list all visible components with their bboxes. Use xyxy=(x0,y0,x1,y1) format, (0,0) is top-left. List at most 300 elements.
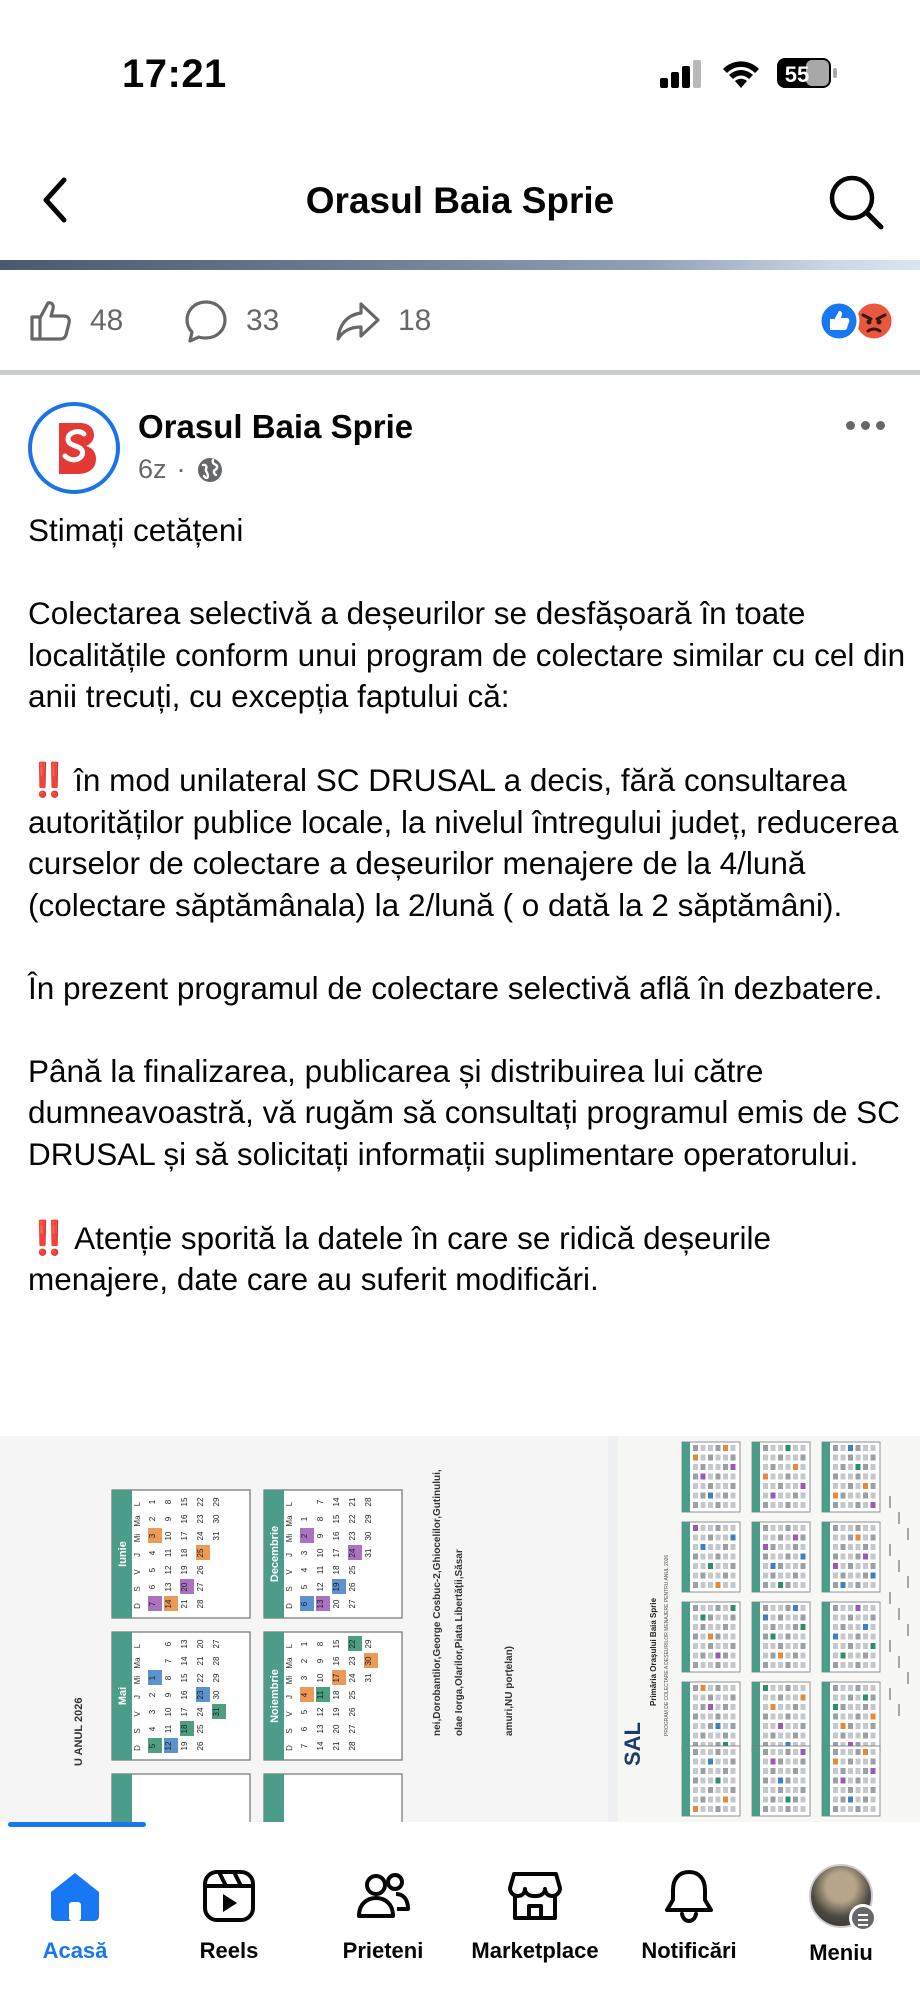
mini-day-cell xyxy=(848,1573,853,1579)
mini-day-cell xyxy=(841,1695,846,1701)
day-header: J xyxy=(285,1695,294,1699)
mini-day-cell xyxy=(701,1445,706,1451)
nav-reels[interactable] xyxy=(154,1850,304,1980)
mini-day-cell xyxy=(708,1723,713,1729)
mini-day-cell xyxy=(778,1733,783,1739)
mini-day-cell xyxy=(848,1685,853,1691)
mini-day-cell xyxy=(801,1634,806,1640)
day-number: 28 xyxy=(348,1741,357,1751)
mini-day-cell xyxy=(871,1749,876,1755)
calendar-photo-drawing xyxy=(0,1436,608,1822)
mini-day-cell xyxy=(731,1474,736,1480)
day-number: 22 xyxy=(196,1497,205,1507)
mini-day-cell xyxy=(763,1768,768,1774)
mini-day-cell xyxy=(841,1643,846,1649)
post-age[interactable]: 6z xyxy=(138,454,167,484)
day-number: 12 xyxy=(164,1565,173,1575)
mini-day-cell xyxy=(871,1704,876,1710)
mini-day-cell xyxy=(871,1605,876,1611)
mini-day-cell xyxy=(786,1502,791,1508)
mini-day-cell xyxy=(778,1662,783,1668)
mini-day-cell xyxy=(771,1643,776,1649)
mini-day-cell xyxy=(731,1605,736,1611)
day-number: 25 xyxy=(348,1565,357,1575)
mini-day-cell xyxy=(701,1806,706,1812)
mini-day-cell xyxy=(731,1787,736,1793)
mini-day-cell xyxy=(793,1759,798,1765)
mini-day-cell xyxy=(871,1685,876,1691)
mini-day-cell xyxy=(693,1554,698,1560)
mini-day-cell xyxy=(731,1768,736,1774)
post-author-name[interactable]: Orasul Baia Sprie xyxy=(138,408,414,445)
day-number: 5 xyxy=(300,1709,309,1715)
mini-day-cell xyxy=(708,1634,713,1640)
nav-menu[interactable] xyxy=(766,1850,916,1980)
mini-day-cell xyxy=(771,1634,776,1640)
mini-day-cell xyxy=(856,1704,861,1710)
marketplace-icon xyxy=(505,1866,565,1926)
day-number: 21 xyxy=(332,1741,341,1751)
day-header: Ma xyxy=(133,1515,142,1527)
mini-day-cell xyxy=(701,1662,706,1668)
mini-day-cell xyxy=(716,1704,721,1710)
mini-day-cell xyxy=(701,1759,706,1765)
mini-day-cell xyxy=(708,1535,713,1541)
mini-day-cell xyxy=(771,1704,776,1710)
mini-day-cell xyxy=(833,1733,838,1739)
mini-day-cell xyxy=(801,1787,806,1793)
day-number: 6 xyxy=(300,1601,309,1607)
day-header: S xyxy=(285,1586,294,1592)
mini-day-cell xyxy=(708,1685,713,1691)
mini-day-cell xyxy=(708,1653,713,1659)
mini-day-cell xyxy=(871,1544,876,1550)
mini-day-cell xyxy=(848,1544,853,1550)
day-number: 2 xyxy=(148,1692,157,1698)
calendar-photo-secondary[interactable] xyxy=(618,1436,920,1822)
mini-day-cell xyxy=(856,1615,861,1621)
mini-day-cell xyxy=(863,1554,868,1560)
mini-day-cell xyxy=(708,1797,713,1803)
mini-day-cell xyxy=(708,1695,713,1701)
mini-day-cell xyxy=(693,1634,698,1640)
mini-day-cell xyxy=(693,1544,698,1550)
mini-day-cell xyxy=(786,1662,791,1668)
mini-day-cell xyxy=(763,1615,768,1621)
mini-day-cell xyxy=(793,1582,798,1588)
day-header: L xyxy=(133,1501,142,1507)
nav-friends[interactable] xyxy=(308,1850,458,1980)
mini-day-cell xyxy=(708,1733,713,1739)
mini-day-cell xyxy=(786,1768,791,1774)
mini-day-cell xyxy=(841,1704,846,1710)
mini-day-cell xyxy=(786,1653,791,1659)
mini-day-cell xyxy=(763,1624,768,1630)
more-dot xyxy=(846,421,855,430)
month-frame xyxy=(264,1774,402,1822)
mini-day-cell xyxy=(763,1685,768,1691)
mini-day-cell xyxy=(723,1464,728,1470)
mini-day-cell xyxy=(701,1582,706,1588)
mini-day-cell xyxy=(731,1582,736,1588)
post-options-button[interactable] xyxy=(846,410,896,440)
mini-day-cell xyxy=(693,1662,698,1668)
mini-day-cell xyxy=(801,1582,806,1588)
day-number: 20 xyxy=(196,1639,205,1649)
mini-day-cell xyxy=(841,1714,846,1720)
nav-home[interactable] xyxy=(0,1850,150,1980)
mini-day-cell xyxy=(723,1563,728,1569)
post-paragraph: Stimați cetățeni xyxy=(28,512,244,548)
mini-day-cell xyxy=(801,1483,806,1489)
day-number: 19 xyxy=(180,1741,189,1751)
mini-day-cell xyxy=(871,1493,876,1499)
page-title: Orasul Baia Sprie xyxy=(305,180,615,221)
reaction-summary[interactable] xyxy=(818,300,898,342)
nav-marketplace[interactable] xyxy=(460,1850,610,1980)
mini-day-cell xyxy=(856,1759,861,1765)
mini-day-cell xyxy=(771,1653,776,1659)
mini-day-cell xyxy=(871,1787,876,1793)
mini-day-cell xyxy=(871,1554,876,1560)
mini-day-cell xyxy=(778,1582,783,1588)
mini-day-cell xyxy=(708,1768,713,1774)
mini-day-cell xyxy=(833,1615,838,1621)
mini-day-cell xyxy=(786,1544,791,1550)
day-header: D xyxy=(285,1603,294,1609)
mini-day-cell xyxy=(723,1704,728,1710)
mini-day-cell xyxy=(771,1502,776,1508)
mini-day-cell xyxy=(833,1535,838,1541)
mini-day-cell xyxy=(801,1797,806,1803)
mini-day-cell xyxy=(723,1806,728,1812)
mini-day-cell xyxy=(833,1695,838,1701)
mini-day-cell xyxy=(708,1493,713,1499)
mini-day-cell xyxy=(863,1733,868,1739)
day-number: 22 xyxy=(348,1514,357,1524)
day-number: 13 xyxy=(316,1599,325,1609)
mini-day-cell xyxy=(871,1778,876,1784)
day-number: 29 xyxy=(364,1514,373,1524)
mini-day-cell xyxy=(833,1778,838,1784)
mini-day-cell xyxy=(716,1605,721,1611)
mini-day-cell xyxy=(763,1582,768,1588)
like-button[interactable] xyxy=(26,296,123,346)
mini-day-cell xyxy=(801,1615,806,1621)
mini-day-cell xyxy=(801,1544,806,1550)
comment-button[interactable] xyxy=(182,296,279,346)
status-bar xyxy=(0,0,920,150)
mini-day-cell xyxy=(801,1643,806,1649)
mini-day-cell xyxy=(778,1563,783,1569)
mini-month-block xyxy=(822,1522,880,1592)
page-avatar[interactable] xyxy=(28,402,120,494)
day-number: 24 xyxy=(196,1531,205,1541)
mini-day-cell xyxy=(771,1723,776,1729)
mini-day-cell xyxy=(801,1723,806,1729)
mini-day-cell xyxy=(778,1544,783,1550)
mini-day-cell xyxy=(833,1806,838,1812)
day-header: Mi xyxy=(133,1533,142,1543)
mini-day-cell xyxy=(841,1605,846,1611)
mini-day-cell xyxy=(801,1806,806,1812)
mini-month-block xyxy=(682,1746,740,1816)
mini-day-cell xyxy=(701,1714,706,1720)
mini-day-cell xyxy=(731,1723,736,1729)
mini-day-cell xyxy=(763,1714,768,1720)
mini-day-cell xyxy=(786,1749,791,1755)
mini-day-cell xyxy=(771,1445,776,1451)
mini-day-cell xyxy=(856,1554,861,1560)
mini-day-cell xyxy=(841,1615,846,1621)
mini-day-cell xyxy=(833,1445,838,1451)
mini-day-cell xyxy=(801,1704,806,1710)
day-number: 9 xyxy=(164,1516,173,1522)
day-number: 3 xyxy=(148,1709,157,1715)
mini-day-cell xyxy=(841,1563,846,1569)
top-navigation xyxy=(0,150,920,260)
mini-day-cell xyxy=(731,1806,736,1812)
wifi-icon xyxy=(720,56,762,90)
document-title: Primăria Orașului Baia Sprie xyxy=(649,1597,658,1706)
day-number: 13 xyxy=(164,1582,173,1592)
mini-day-cell xyxy=(693,1704,698,1710)
day-header: Ma xyxy=(285,1657,294,1669)
day-number: 18 xyxy=(332,1690,341,1700)
mini-day-cell xyxy=(793,1525,798,1531)
day-number: 7 xyxy=(164,1658,173,1664)
day-number: 30 xyxy=(212,1690,221,1700)
mini-day-cell xyxy=(716,1483,721,1489)
day-header: S xyxy=(133,1586,142,1592)
mini-day-cell xyxy=(856,1634,861,1640)
mini-day-cell xyxy=(701,1615,706,1621)
mini-month-band xyxy=(752,1442,760,1512)
mini-day-cell xyxy=(701,1643,706,1649)
mini-day-cell xyxy=(778,1554,783,1560)
mini-day-cell xyxy=(723,1554,728,1560)
mini-day-cell xyxy=(863,1582,868,1588)
mini-day-cell xyxy=(693,1806,698,1812)
mini-month-block xyxy=(752,1442,810,1512)
mini-day-cell xyxy=(731,1502,736,1508)
mini-month-block xyxy=(752,1522,810,1592)
day-number: 10 xyxy=(164,1707,173,1717)
day-header: D xyxy=(133,1745,142,1751)
day-header: J xyxy=(285,1553,294,1557)
day-number: 7 xyxy=(300,1743,309,1749)
month-block xyxy=(264,1632,402,1760)
mini-day-cell xyxy=(793,1704,798,1710)
mini-day-cell xyxy=(871,1634,876,1640)
mini-day-cell xyxy=(771,1624,776,1630)
post-paragraph-text: în mod unilateral SC DRUSAL a decis, fără consultarea autorităților publice locale, la nivelul întregului județ, reducerea curselor de colectare a deșeurilor menajere de la 4/lună (colectare săptămânala) la 2/lună ( o dată la 2 săptămâni). xyxy=(28,762,899,923)
mini-day-cell xyxy=(786,1455,791,1461)
mini-day-cell xyxy=(833,1787,838,1793)
mini-day-cell xyxy=(771,1768,776,1774)
mini-day-cell xyxy=(723,1605,728,1611)
mini-day-cell xyxy=(841,1749,846,1755)
mini-day-cell xyxy=(771,1806,776,1812)
mini-day-cell xyxy=(856,1714,861,1720)
day-number: 20 xyxy=(180,1582,189,1592)
mini-day-cell xyxy=(786,1723,791,1729)
mini-day-cell xyxy=(708,1615,713,1621)
mini-day-cell xyxy=(801,1695,806,1701)
day-header: L xyxy=(285,1643,294,1649)
day-number: 30 xyxy=(364,1656,373,1666)
month-block xyxy=(112,1632,250,1760)
post-paragraph xyxy=(28,1217,908,1301)
mini-day-cell xyxy=(786,1525,791,1531)
mini-day-cell xyxy=(716,1806,721,1812)
day-number: 4 xyxy=(148,1726,157,1732)
share-button[interactable] xyxy=(334,296,431,346)
mini-day-cell xyxy=(778,1695,783,1701)
mini-day-cell xyxy=(778,1605,783,1611)
calendar-document-drawing xyxy=(618,1436,920,1822)
mini-day-cell xyxy=(833,1563,838,1569)
mini-day-cell xyxy=(801,1455,806,1461)
mini-day-cell xyxy=(693,1493,698,1499)
mini-month-block xyxy=(682,1682,740,1752)
day-number: 7 xyxy=(316,1499,325,1505)
mini-day-cell xyxy=(763,1662,768,1668)
month-name: Noiembrie xyxy=(269,1669,281,1723)
mini-day-cell xyxy=(871,1768,876,1774)
mini-day-cell xyxy=(708,1455,713,1461)
mini-day-cell xyxy=(801,1778,806,1784)
mini-day-cell xyxy=(778,1806,783,1812)
mini-day-cell xyxy=(833,1582,838,1588)
mini-day-cell xyxy=(848,1662,853,1668)
mini-day-cell xyxy=(716,1768,721,1774)
mini-day-cell xyxy=(693,1535,698,1541)
mini-day-cell xyxy=(723,1445,728,1451)
day-number: 19 xyxy=(332,1582,341,1592)
day-number: 14 xyxy=(332,1497,341,1507)
mini-day-cell xyxy=(701,1778,706,1784)
mini-day-cell xyxy=(833,1464,838,1470)
mini-day-cell xyxy=(723,1544,728,1550)
mini-day-cell xyxy=(701,1455,706,1461)
calendar-photo-main[interactable] xyxy=(0,1436,608,1822)
nav-notifications[interactable] xyxy=(614,1850,764,1980)
mini-day-cell xyxy=(778,1445,783,1451)
mini-day-cell xyxy=(701,1464,706,1470)
mini-month-band xyxy=(682,1746,690,1816)
day-number: 11 xyxy=(316,1565,325,1575)
mini-day-cell xyxy=(863,1749,868,1755)
mini-day-cell xyxy=(871,1474,876,1480)
mini-day-cell xyxy=(856,1768,861,1774)
day-number: 31 xyxy=(364,1673,373,1683)
mini-day-cell xyxy=(848,1455,853,1461)
mini-day-cell xyxy=(793,1554,798,1560)
mini-day-cell xyxy=(778,1615,783,1621)
mini-day-cell xyxy=(871,1573,876,1579)
mini-day-cell xyxy=(848,1643,853,1649)
mini-day-cell xyxy=(778,1634,783,1640)
mini-day-cell xyxy=(716,1787,721,1793)
day-number: 27 xyxy=(196,1582,205,1592)
day-number: 5 xyxy=(148,1743,157,1749)
mini-day-cell xyxy=(723,1483,728,1489)
post-image-carousel[interactable] xyxy=(0,1436,920,1822)
mini-day-cell xyxy=(731,1563,736,1569)
mini-day-cell xyxy=(771,1573,776,1579)
day-number: 15 xyxy=(180,1497,189,1507)
mini-day-cell xyxy=(716,1493,721,1499)
mini-day-cell xyxy=(793,1624,798,1630)
mini-day-cell xyxy=(763,1634,768,1640)
mini-day-cell xyxy=(793,1685,798,1691)
mini-day-cell xyxy=(771,1695,776,1701)
day-number: 4 xyxy=(300,1567,309,1573)
mini-day-cell xyxy=(863,1787,868,1793)
mini-day-cell xyxy=(771,1749,776,1755)
mini-day-cell xyxy=(848,1723,853,1729)
mini-day-cell xyxy=(701,1685,706,1691)
mini-day-cell xyxy=(848,1582,853,1588)
search-button[interactable] xyxy=(826,172,886,232)
mini-day-cell xyxy=(716,1685,721,1691)
mini-day-cell xyxy=(701,1573,706,1579)
carousel-scroll-indicator xyxy=(8,1822,146,1827)
mini-day-cell xyxy=(786,1643,791,1649)
angry-reaction-icon xyxy=(855,302,893,340)
mini-month-band xyxy=(822,1746,830,1816)
mini-day-cell xyxy=(863,1695,868,1701)
mini-day-cell xyxy=(793,1806,798,1812)
mini-day-cell xyxy=(723,1624,728,1630)
mini-day-cell xyxy=(863,1759,868,1765)
day-number: 24 xyxy=(348,1673,357,1683)
mini-day-cell xyxy=(716,1723,721,1729)
calendar-caption: amuri,NU porțelan) xyxy=(504,1645,515,1736)
post-paragraph-text: Atenție sporită la datele în care se ridică deșeurile menajere, date care au suferit modificări. xyxy=(28,1219,771,1297)
mini-day-cell xyxy=(731,1685,736,1691)
day-header: J xyxy=(133,1553,142,1557)
mini-day-cell xyxy=(763,1759,768,1765)
mini-day-cell xyxy=(708,1483,713,1489)
mini-day-cell xyxy=(833,1483,838,1489)
menu-hamburger-icon xyxy=(849,1904,877,1932)
mini-day-cell xyxy=(848,1535,853,1541)
day-header: Mi xyxy=(133,1675,142,1685)
day-header: L xyxy=(285,1501,294,1507)
mini-day-cell xyxy=(693,1474,698,1480)
mini-day-cell xyxy=(856,1685,861,1691)
mini-day-cell xyxy=(771,1733,776,1739)
mini-day-cell xyxy=(778,1502,783,1508)
mini-day-cell xyxy=(701,1653,706,1659)
mini-day-cell xyxy=(786,1554,791,1560)
mini-day-cell xyxy=(801,1653,806,1659)
mini-day-cell xyxy=(801,1624,806,1630)
mini-day-cell xyxy=(731,1749,736,1755)
mini-day-cell xyxy=(841,1445,846,1451)
mini-day-cell xyxy=(856,1544,861,1550)
mini-day-cell xyxy=(863,1634,868,1640)
mini-day-cell xyxy=(731,1714,736,1720)
mini-day-cell xyxy=(716,1714,721,1720)
mini-day-cell xyxy=(716,1544,721,1550)
mini-day-cell xyxy=(693,1685,698,1691)
mini-day-cell xyxy=(871,1643,876,1649)
day-header: D xyxy=(133,1603,142,1609)
mini-day-cell xyxy=(723,1455,728,1461)
